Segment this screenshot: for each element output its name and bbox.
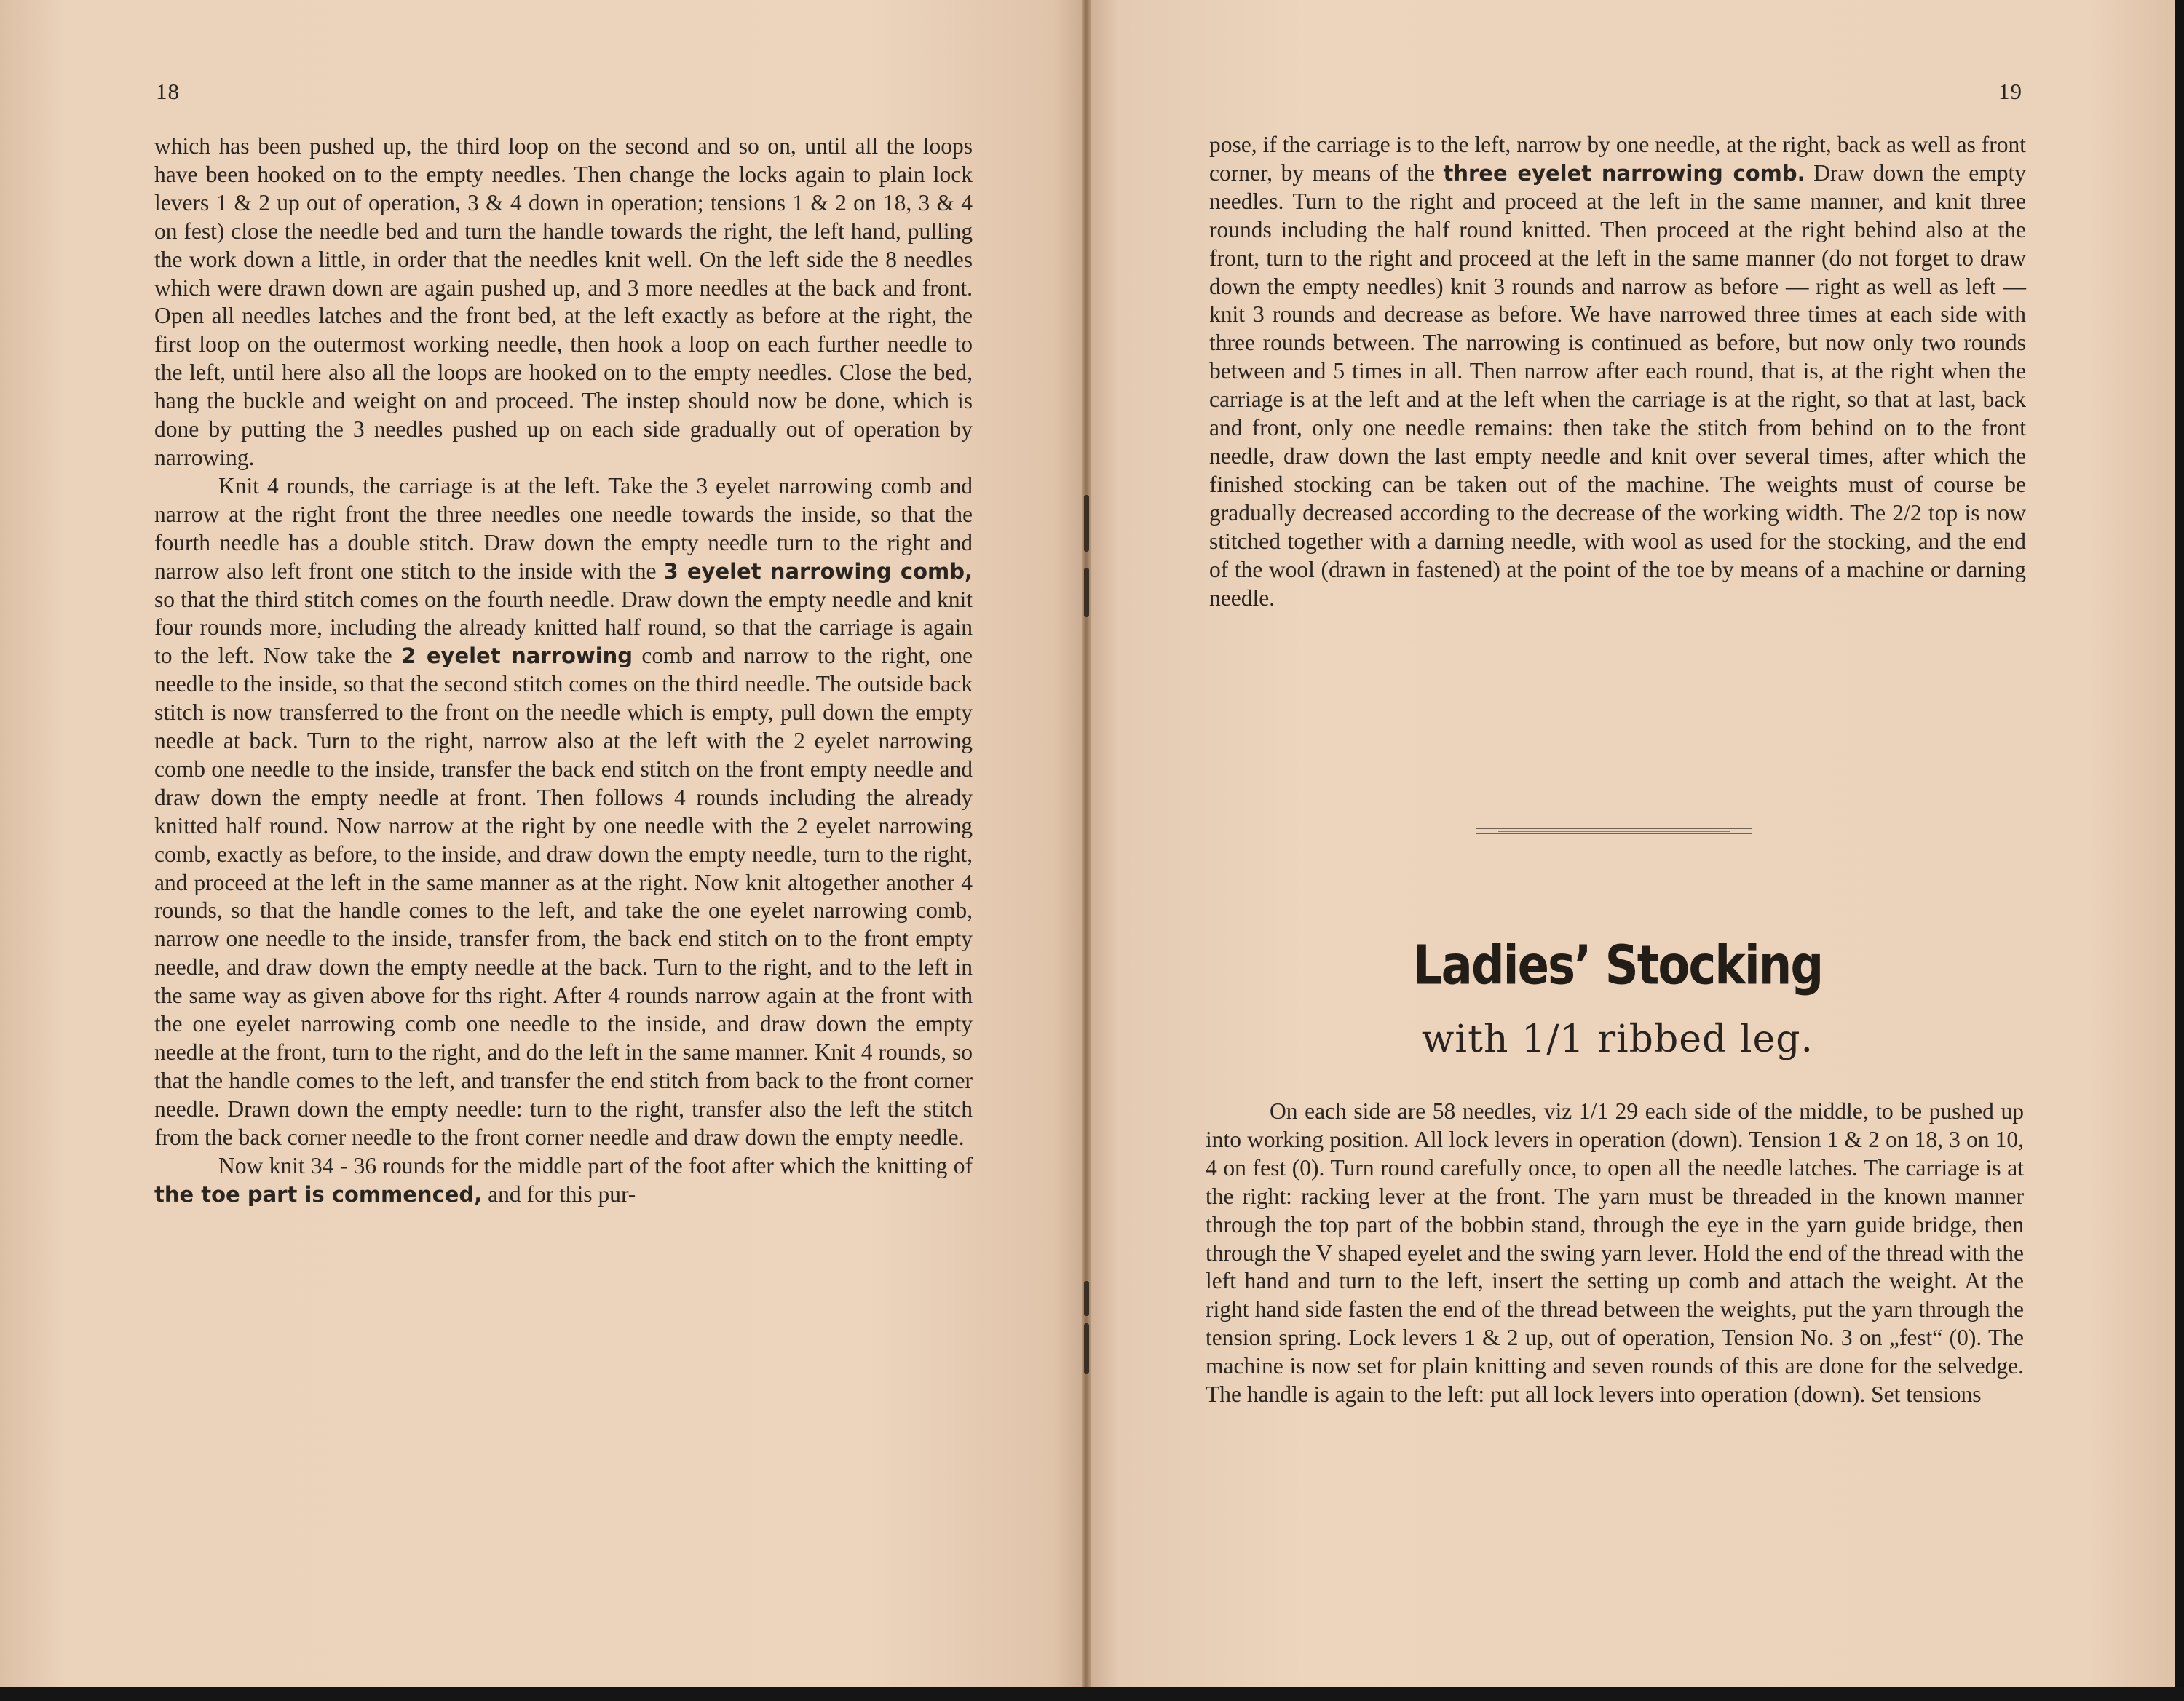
section-subtitle: with 1/1 ribbed leg. <box>1421 1018 1814 1061</box>
page-bottom-edge <box>0 1687 2184 1701</box>
section-divider <box>1476 828 1752 834</box>
bold-text-run: 2 eyelet narrowing <box>401 643 633 669</box>
text-run: which has been pushed up, the third loop on the second and so on, until all the loops have been hooked on to the empty needles. Then change the locks again to plain lock levers 1 & 2 up out of operation, 3 & 4 down in operation; tensions 1 & 2 on 18, 3 & 4 on fest) close the needle bed and turn the handle towards the right, the left hand, pulling the work down a little, in order that the needles knit well. On the left side the 8 needles which were drawn down are again pushed up, and 3 more needles at the back and front. Open all needles latches and the front bed, at the left exactly as before at the right, the first loop on the outermost working needle, then hook a loop on each further needle to the left, until here also all the loops are hooked on to the empty needles. Close the bed, hang the buckle and weight on and proceed. The instep should now be done, which is done by putting the 3 needles pushed up on each side gradually out of operation by narrowing. <box>154 133 973 470</box>
text-run: Knit 4 rounds, the carriage is at the left. Take the 3 eyelet narrowing comb and narrow at the right front the three needles one needle towards the inside, so that the fourth needle has a double stitch. Draw down the empty needle turn to the right and narrow also left front one stitch to the inside with the <box>154 472 973 584</box>
page-number-left: 18 <box>156 79 180 104</box>
text-run: comb and narrow to the right, one needle to the inside, so that the second stitch comes on the third needle. The outside back stitch is now transferred to the front on the needle which is empty, pull down the empty needle at back. Turn to the right, narrow also at the left with the 2 eyelet narrowing comb one needle to the inside, transfer the back end stitch on the front empty needle and draw down the empty needle at front. Then follows 4 rounds including the already knitted half round. Now narrow at the right by one needle with the 2 eyelet narrowing comb, exactly as before, to the inside, and draw down the empty needle, turn to the right, and proceed at the left in the same manner as at the right. Now knit altogether another 4 rounds, so that the handle comes to the left, and take the one eyelet narrowing comb, narrow one needle to the inside, transfer from, the back end stitch on to the front empty needle, and draw down the empty needle at the back. Turn to the right, and to the left in the same way as given above for ths right. After 4 rounds narrow again at the front with the one eyelet narrowing comb one needle to the inside, and draw down the empty needle at the front, turn to the right, and do the left in the same manner. Knit 4 rounds, so that the handle comes to the left, and transfer the end stitch from back to the front corner needle. Drawn down the empty needle: turn to the right, transfer also the left the stitch from the back corner needle to the front corner needle and draw down the empty needle. <box>154 643 973 1150</box>
paragraph <box>154 1152 973 1209</box>
left-page-body <box>154 132 973 1208</box>
paragraph <box>154 472 973 1152</box>
text-run: and for this pur- <box>482 1181 636 1207</box>
text-run: pose, if the carriage is to the left, narrow by one needle, at the right, back as well as front corner, by means of the <box>1209 132 2026 186</box>
text-run: Draw down the empty needles. Turn to the right and proceed at the left in the same manner, and knit three rounds including the half round knitted. Then proceed at the right behind also at the front, turn to the right and proceed at the left in the same manner (do not forget to draw down the empty needles) knit 3 rounds and narrow as before — right as well as left — knit 3 rounds and decrease as before. We have narrowed three times at each side with three rounds between. The narrowing is continued as before, but now only two rounds between and 5 times in all. Then narrow after each round, that is, at the right when the carriage is at the left and at the left when the carriage is at the right, so that at last, back and front, only one needle remains: then take the stitch from behind on to the front needle, draw down the last empty needle and knit over several times, after which the finished stocking can be taken out of the machine. The weights must of course be gradually decreased according to the decrease of the working width. The 2/2 top is now stitched together with a darning needle, with wool as used for the stocking, and the end of the wool (drawn in fastened) at the point of the toe by means of a machine or darning needle. <box>1209 159 2026 611</box>
bold-text-run: three eyelet narrowing comb. <box>1443 160 1805 186</box>
paragraph <box>1209 131 2026 612</box>
binding-staple-top-lower <box>1084 568 1089 617</box>
text-run: so that the third stitch comes on the fourth needle. Draw down the empty needle and knit four rounds more, including the already knitted half round, so that the carriage is again to the left. Now take the <box>154 586 973 669</box>
paragraph <box>1206 1098 2024 1409</box>
bold-text-run: the toe part is commenced, <box>154 1181 483 1207</box>
bold-text-run: 3 eyelet narrowing comb, <box>663 558 973 584</box>
paragraph <box>154 132 973 472</box>
right-page-body-bottom <box>1206 1098 2024 1409</box>
left-page <box>0 0 1086 1687</box>
binding-staple-bottom-upper <box>1084 1281 1089 1316</box>
text-run: Now knit 34 - 36 rounds for the middle part of the foot after which the knitting of <box>218 1152 973 1178</box>
book-gutter <box>1082 0 1091 1687</box>
binding-staple-top-upper <box>1084 495 1089 552</box>
right-page-body-top <box>1209 131 2026 612</box>
section-title: Ladies’ Stocking <box>1412 935 1823 998</box>
text-run: On each side are 58 needles, viz 1/1 29 each side of the middle, to be pushed up into working position. All lock levers in operation (down). Tension 1 & 2 on 18, 3 on 10, 4 on fest (0). Turn round carefully once, to open all the needle latches. The carriage is at the right: racking lever at the front. The yarn must be threaded in the known manner through the top part of the bobbin stand, through the eye in the yarn guide bridge, then through the V shaped eyelet and the swing yarn lever. Hold the end of the thread with the left hand and turn to the left, insert the setting up comb and attach the weight. At the right hand side fasten the end of the thread between the weights, put the yarn through the tension spring. Lock levers 1 & 2 up, out of operation, Tension No. 3 on „fest“ (0). The machine is now set for plain knitting and seven rounds of this are done for the selvedge. The handle is again to the left: put all lock levers into operation (down). Set tensions <box>1206 1098 2024 1408</box>
page-number-right: 19 <box>1998 79 2022 104</box>
binding-staple-bottom-lower <box>1084 1323 1089 1374</box>
